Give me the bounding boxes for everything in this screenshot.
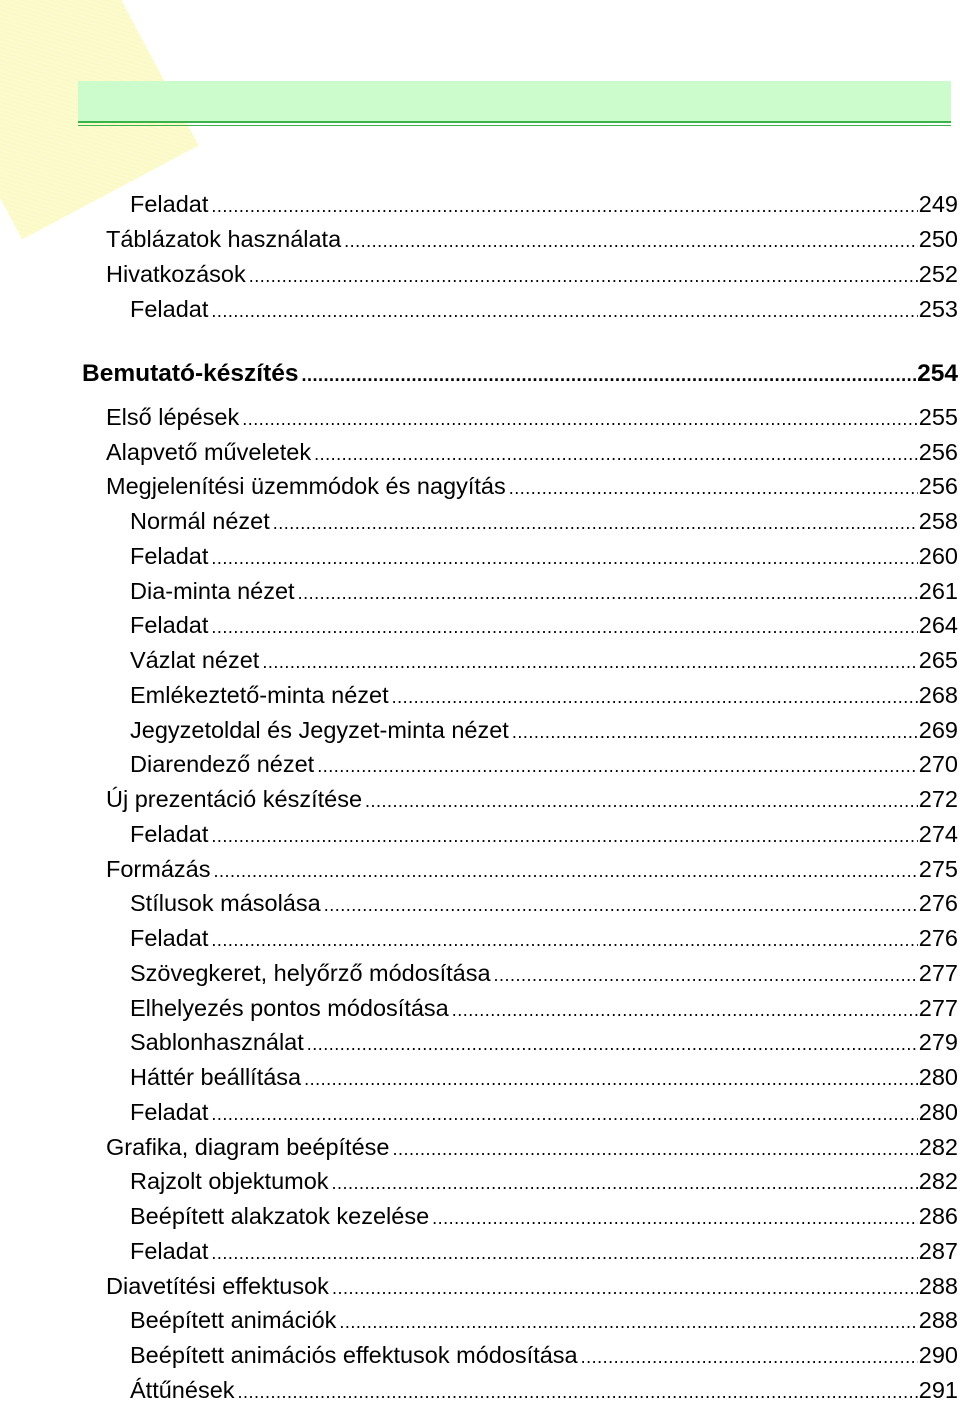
toc-entry-page: 276 <box>918 890 958 916</box>
toc-entry-page: 268 <box>918 682 958 708</box>
leader-dots <box>344 225 918 257</box>
toc-entry[interactable] <box>130 679 960 711</box>
leader-dots <box>512 716 918 748</box>
leader-dots <box>211 1237 917 1269</box>
toc-entry-page: 272 <box>918 786 958 812</box>
toc-entry-page: 255 <box>918 404 958 430</box>
toc-entry[interactable] <box>130 1096 960 1128</box>
toc-entry-page: 282 <box>918 1134 958 1160</box>
toc-entry[interactable] <box>130 1026 960 1058</box>
toc-entry-title: Emlékeztető-minta nézet <box>130 682 389 708</box>
leader-dots <box>262 646 917 678</box>
toc-entry-title: Normál nézet <box>130 508 270 534</box>
toc-entry[interactable] <box>130 922 960 954</box>
toc-entry[interactable] <box>106 436 960 468</box>
toc-entry-page: 279 <box>918 1029 958 1055</box>
toc-entry-title: Sablonhasználat <box>130 1029 304 1055</box>
leader-dots <box>238 1376 918 1408</box>
toc-entry-page: 275 <box>918 856 958 882</box>
toc-entry[interactable] <box>130 957 960 989</box>
leader-dots <box>242 403 918 435</box>
toc-entry-page: 282 <box>918 1168 958 1194</box>
toc-entry[interactable] <box>130 575 960 607</box>
toc-entry-page: 265 <box>918 647 958 673</box>
toc-entry[interactable] <box>106 401 960 433</box>
toc-entry-title: Rajzolt objektumok <box>130 1168 329 1194</box>
toc-entry-page: 250 <box>918 226 958 252</box>
toc-entry-page: 254 <box>917 360 958 387</box>
toc-entry[interactable] <box>130 1061 960 1093</box>
leader-dots <box>317 750 918 782</box>
toc-entry[interactable] <box>130 1235 960 1267</box>
toc-entry[interactable] <box>106 470 960 502</box>
toc-entry[interactable] <box>130 609 960 641</box>
toc-entry-title: Beépített animációs effektusok módosítása <box>130 1342 578 1368</box>
toc-entry[interactable] <box>106 223 960 255</box>
leader-dots <box>307 1028 918 1060</box>
toc-entry[interactable] <box>130 714 960 746</box>
toc-entry-title: Feladat <box>130 191 209 217</box>
toc-entry[interactable] <box>130 992 960 1024</box>
toc-entry-title: Dia-minta nézet <box>130 578 295 604</box>
toc-entry[interactable] <box>106 1131 960 1163</box>
leader-dots <box>213 855 917 887</box>
toc-entry-page: 286 <box>918 1203 958 1229</box>
toc-entry-page: 277 <box>918 995 958 1021</box>
toc-entry-title: Feladat <box>130 1099 209 1125</box>
leader-dots <box>332 1272 918 1304</box>
leader-dots <box>432 1202 918 1234</box>
toc-entry[interactable] <box>130 887 960 919</box>
leader-dots <box>211 924 917 956</box>
leader-dots <box>494 959 918 991</box>
toc-entry-page: 274 <box>918 821 958 847</box>
toc-entry-title: Új prezentáció készítése <box>106 786 363 812</box>
toc-entry-title: Szövegkeret, helyőrző módosítása <box>130 960 491 986</box>
toc-entry-title: Táblázatok használata <box>106 226 342 252</box>
toc-entry[interactable] <box>130 748 960 780</box>
toc-entry[interactable] <box>130 1304 960 1336</box>
toc-entry-page: 256 <box>918 439 958 465</box>
leader-dots <box>211 611 917 643</box>
toc-entry-title: Grafika, diagram beépítése <box>106 1134 390 1160</box>
toc-entry-page: 256 <box>918 473 958 499</box>
toc-entry-title: Feladat <box>130 1238 209 1264</box>
toc-entry-page: 264 <box>918 612 958 638</box>
toc-entry[interactable] <box>106 783 960 815</box>
toc-entry[interactable] <box>106 1270 960 1302</box>
header-rule <box>78 121 951 123</box>
leader-dots <box>298 577 918 609</box>
toc-entry-page: 258 <box>918 508 958 534</box>
toc-entry-title: Formázás <box>106 856 211 882</box>
toc-entry-title: Diarendező nézet <box>130 751 315 777</box>
toc-entry-title: Hivatkozások <box>106 261 246 287</box>
toc-entry-page: 291 <box>918 1377 958 1403</box>
leader-dots <box>365 785 918 817</box>
toc-entry-page: 249 <box>918 191 958 217</box>
leader-dots <box>581 1341 918 1373</box>
toc-entry-title: Feladat <box>130 925 209 951</box>
toc-entry-title: Elhelyezés pontos módosítása <box>130 995 449 1021</box>
toc-entry-title: Feladat <box>130 543 209 569</box>
toc-entry[interactable] <box>130 1339 960 1371</box>
page-header <box>78 81 951 121</box>
toc-entry-page: 290 <box>918 1342 958 1368</box>
toc-entry-page: 277 <box>918 960 958 986</box>
toc-entry[interactable] <box>106 853 960 885</box>
toc-entry-page: 276 <box>918 925 958 951</box>
toc-entry[interactable] <box>130 1200 960 1232</box>
leader-dots <box>332 1167 918 1199</box>
toc-entry-page: 280 <box>918 1099 958 1125</box>
toc-entry[interactable] <box>106 258 960 290</box>
leader-dots <box>314 438 918 470</box>
leader-dots <box>301 359 916 391</box>
leader-dots <box>249 260 918 292</box>
leader-dots <box>304 1063 918 1095</box>
toc-entry-title: Alapvető műveletek <box>106 439 312 465</box>
toc-entry[interactable] <box>130 505 960 537</box>
toc-entry-title: Háttér beállítása <box>130 1064 302 1090</box>
leader-dots <box>211 542 917 574</box>
toc-entry-title: Megjelenítési üzemmódok és nagyítás <box>106 473 506 499</box>
toc-entry-title: Vázlat nézet <box>130 647 260 673</box>
toc-chapter-entry[interactable] <box>82 358 960 390</box>
leader-dots <box>452 994 918 1026</box>
toc-entry-title: Beépített alakzatok kezelése <box>130 1203 430 1229</box>
leader-dots <box>339 1306 917 1338</box>
toc-entry-title: Jegyzetoldal és Jegyzet-minta nézet <box>130 717 509 743</box>
toc-entry-title: Beépített animációk <box>130 1307 337 1333</box>
leader-dots <box>392 1133 917 1165</box>
toc-entry-title: Feladat <box>130 821 209 847</box>
toc-entry[interactable] <box>130 540 960 572</box>
toc-entry-page: 288 <box>918 1307 958 1333</box>
toc-entry-page: 252 <box>918 261 958 287</box>
toc-entry[interactable] <box>130 188 960 220</box>
toc-entry-title: Diavetítési effektusok <box>106 1273 329 1299</box>
toc-entry-title: Bemutató-készítés <box>82 360 299 387</box>
leader-dots <box>211 295 917 327</box>
leader-dots <box>392 681 918 713</box>
toc-entry-page: 261 <box>918 578 958 604</box>
header-rule-thin <box>78 125 951 126</box>
toc-entry-page: 288 <box>918 1273 958 1299</box>
toc-entry-title: Első lépések <box>106 404 240 430</box>
toc-entry-title: Feladat <box>130 612 209 638</box>
leader-dots <box>211 820 917 852</box>
leader-dots <box>211 1098 917 1130</box>
toc-entry-title: Áttűnések <box>130 1377 235 1403</box>
toc-entry[interactable] <box>130 293 960 325</box>
toc-entry-title: Feladat <box>130 296 209 322</box>
toc-entry[interactable] <box>130 1374 960 1406</box>
toc-entry-page: 260 <box>918 543 958 569</box>
leader-dots <box>509 472 918 504</box>
toc-entry-page: 280 <box>918 1064 958 1090</box>
toc-entry-page: 287 <box>918 1238 958 1264</box>
toc-entry-page: 270 <box>918 751 958 777</box>
toc-entry[interactable] <box>130 818 960 850</box>
leader-dots <box>211 190 917 222</box>
toc-entry[interactable] <box>130 1165 960 1197</box>
toc-entry[interactable] <box>130 644 960 676</box>
toc-entry-title: Stílusok másolása <box>130 890 321 916</box>
leader-dots <box>273 507 918 539</box>
toc-entry-page: 253 <box>918 296 958 322</box>
leader-dots <box>324 889 918 921</box>
toc-entry-page: 269 <box>918 717 958 743</box>
